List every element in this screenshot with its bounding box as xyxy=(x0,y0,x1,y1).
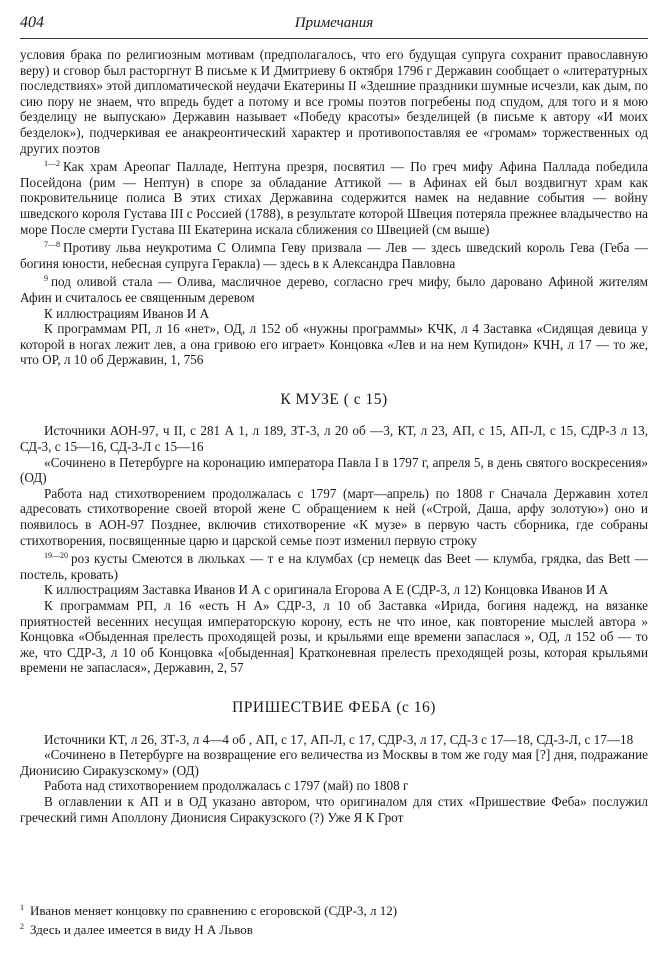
line-mark: 19—20 xyxy=(44,551,68,561)
paragraph: Работа над стихотворением продолжалась с 1797 (март—апрель) по 1808 г Сначала Державин хотел адресовать стихотворение своей второй жене С обращением к ней («Строй, Даша, арфу золотую») оно и появилось в АОН-97 Позднее, включив стихотворение «К музе» в первую часть сборника, где собраны стихотворения, посвященные царю и царской семье поэт изменил первую строку xyxy=(20,485,648,548)
sources-paragraph: Источники АОН-97, ч II, с 281 А 1, л 189, ЗТ-3, л 20 об —3, КТ, л 23, АП, с 15, АП-Л, с 15, СДР-3 л 13, СД-3, с 15—16, СД-3-Л с 15—16 xyxy=(20,423,648,455)
programs-paragraph: К программам РП, л 16 «есть Н А» СДР-3, л 10 об Заставка «Ирида, богиня надежд, на вязанке приятностей весенних несущая императорскую корону, есть не что иное, как повторение мыслей автора » Концовка «Обыденная прелесть проходящей розы, и крыльями еще времени запаслася », ОД, л 152 об — то же, что СДР-3, л 10 об Концовка «[обыденная] Кратконевная прелесть преходящей розы, которая крыльями времени не запаслася», Державин, 2, 57 xyxy=(20,598,648,676)
notes-body xyxy=(20,47,648,825)
paragraph: условия брака по религиозным мотивам (предполагалось, что его будущая супруга сохранит православную веру) и сговор был расторгнут В письме к И Дмитриеву 6 октября 1796 г Державин сообщает о «литературных последствиях» этой дипломатической неудачи Екатерины II «Здешние праздники шумные исчезли, как дым, по сию пору не знаем, что впредь будет а потому и все громы поэтов погребены под спудом, для того и я мою безделицу не выпускаю» Державин называет «Победу красоты» безделицей (в письме к автору «И моих безделок»), подчеркивая ее анакреонтический характер и противопоставляя ее «громам» торжественных од других поэтов xyxy=(20,47,648,156)
paragraph: В оглавлении к АП и в ОД указано автором, что оригиналом для стих «Пришествие Феба» послужил греческий гимн Аполлону Дионисия Сиракузского (?) Уже Я К Грот xyxy=(20,793,648,825)
line-mark: 7—8 xyxy=(44,240,60,250)
line-mark: 9 xyxy=(44,274,48,284)
programs-paragraph: К программам РП, л 16 «нет», ОД, л 152 об «нужны программы» КЧК, л 4 Заставка «Сидящая девица у которой в ногах лежит лев, а она гривою его играет» Концовка «Лев и на нем Купидон» КЧН, л 17 — то же, что ОР, л 10 об Державин, 1, 756 xyxy=(20,321,648,368)
section-title: ПРИШЕСТВИЕ ФЕБА (с 16) xyxy=(232,698,436,716)
footnote-text: Иванов меняет концовку по сравнению с егоровской (СДР-3, л 12) xyxy=(30,903,398,918)
footnotes xyxy=(20,900,648,938)
note-paragraph: $^{1—2}$ Как храм Ареопаг Палладе, Нептуна презря, посвятил — По греч мифу Афина Паллада победила Посейдона (рим — Нептун) в споре за обладание Аттикой — в Афинах ей был воздвигнут храм как покровительнице полиса В этих стихах Державина содержится намек на недавние события — войну шведского короля Густава III с Россией (1788), в результате которой Швеция потеряла прежнее владычество на море После смерти Густава III Екатерина искала сближения со Швецией (см выше) xyxy=(20,159,648,237)
illustrations-paragraph: К иллюстрациям Заставка Иванов И А с оригинала Егорова А Е (СДР-3, л 12) Концовка Иванов И А xyxy=(44,582,609,598)
paragraph: «Сочинено в Петербурге на возвращение его величества из Москвы в том же году мая [?] дня, подражание Дионисию Сиракузскому» (ОД) xyxy=(20,747,648,778)
illustrations-paragraph: К иллюстрациям Иванов И А xyxy=(44,305,210,321)
page-header xyxy=(20,14,648,39)
footnote xyxy=(20,900,648,919)
running-title: Примечания xyxy=(294,15,374,31)
page-number: 404 xyxy=(20,14,44,31)
sources-paragraph: Источники КТ, л 26, ЗТ-3, л 4—4 об , АП, с 17, АП-Л, с 17, СДР-3, л 17, СД-3 с 17—18, СД-3-Л, с 17—18 xyxy=(44,731,634,747)
note-paragraph: $^9$ под оливой стала — Олива, масличное дерево, согласно греч мифу, было даровано Афиной жителям Афин и считалось ее священным деревом xyxy=(20,274,648,305)
line-mark: 1—2 xyxy=(44,159,60,169)
note-paragraph: $^{7—8}$ Противу льва неукротима С Олимпа Геву призвала — Лев — здесь шведский король Гева (Геба — богиня юности, небесная супруга Геракла) — здесь в к Александра Павловна xyxy=(20,240,648,271)
section-title: К МУЗЕ ( с 15) xyxy=(280,390,388,408)
footnote xyxy=(20,919,648,938)
footnote-mark: 2 xyxy=(20,922,24,931)
paragraph: «Сочинено в Петербурге на коронацию императора Павла I в 1797 г, апреля 5, в день святого воскресения» (ОД) xyxy=(20,454,648,486)
footnote-mark: 1 xyxy=(20,903,24,912)
footnote-text: Здесь и далее имеется в виду Н А Львов xyxy=(30,922,253,937)
paragraph: Работа над стихотворением продолжалась с 1797 (май) по 1808 г xyxy=(44,778,409,794)
note-paragraph: $^{19—20}$ роз кусты Смеются в люльках — т е на клумбах (ср немецк das Beet — клумба, грядка, das Bett — постель, кровать) xyxy=(20,551,648,582)
